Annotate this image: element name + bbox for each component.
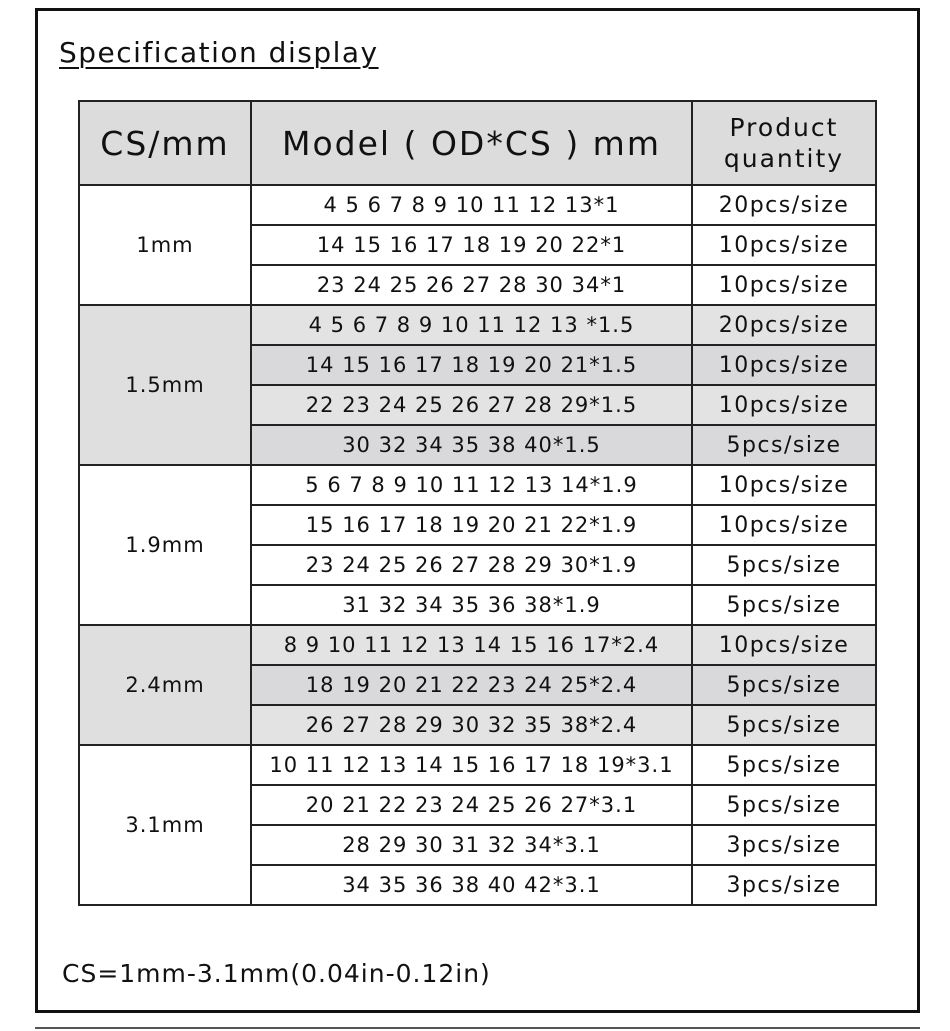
header-quantity-line1: Product <box>729 113 839 142</box>
cs-group-0 <box>79 185 876 305</box>
quantity-cell: 3pcs/size <box>692 825 876 865</box>
table-row <box>79 745 876 785</box>
quantity-cell: 5pcs/size <box>692 705 876 745</box>
quantity-cell: 5pcs/size <box>692 665 876 705</box>
table-row <box>79 305 876 345</box>
model-sizes-cell: 23 24 25 26 27 28 29 30*1.9 <box>251 545 692 585</box>
model-sizes-cell: 10 11 12 13 14 15 16 17 18 19*3.1 <box>251 745 692 785</box>
model-sizes-cell: 31 32 34 35 36 38*1.9 <box>251 585 692 625</box>
cs-group-4 <box>79 745 876 905</box>
spec-frame <box>35 8 920 1013</box>
model-sizes-cell: 8 9 10 11 12 13 14 15 16 17*2.4 <box>251 625 692 665</box>
cs-group-2 <box>79 465 876 625</box>
table-row <box>79 465 876 505</box>
page-title: Specification display <box>59 36 379 69</box>
cs-size-cell: 1mm <box>79 185 251 305</box>
model-sizes-cell: 5 6 7 8 9 10 11 12 13 14*1.9 <box>251 465 692 505</box>
quantity-cell: 10pcs/size <box>692 625 876 665</box>
spec-table <box>78 100 877 906</box>
cs-size-cell: 1.5mm <box>79 305 251 465</box>
cs-range-note: CS=1mm-3.1mm(0.04in-0.12in) <box>62 959 491 988</box>
model-sizes-cell: 14 15 16 17 18 19 20 21*1.5 <box>251 345 692 385</box>
table-header-row <box>79 101 876 185</box>
model-sizes-cell: 22 23 24 25 26 27 28 29*1.5 <box>251 385 692 425</box>
quantity-cell: 10pcs/size <box>692 465 876 505</box>
quantity-cell: 3pcs/size <box>692 865 876 905</box>
quantity-cell: 5pcs/size <box>692 425 876 465</box>
quantity-cell: 10pcs/size <box>692 265 876 305</box>
model-sizes-cell: 4 5 6 7 8 9 10 11 12 13 *1.5 <box>251 305 692 345</box>
quantity-cell: 10pcs/size <box>692 505 876 545</box>
quantity-cell: 10pcs/size <box>692 225 876 265</box>
model-sizes-cell: 18 19 20 21 22 23 24 25*2.4 <box>251 665 692 705</box>
model-sizes-cell: 15 16 17 18 19 20 21 22*1.9 <box>251 505 692 545</box>
model-sizes-cell: 34 35 36 38 40 42*3.1 <box>251 865 692 905</box>
cs-size-cell: 1.9mm <box>79 465 251 625</box>
cs-group-3 <box>79 625 876 745</box>
model-sizes-cell: 14 15 16 17 18 19 20 22*1 <box>251 225 692 265</box>
quantity-cell: 5pcs/size <box>692 585 876 625</box>
table-row <box>79 625 876 665</box>
quantity-cell: 20pcs/size <box>692 185 876 225</box>
header-model: Model ( OD*CS ) mm <box>251 101 692 185</box>
quantity-cell: 5pcs/size <box>692 545 876 585</box>
model-sizes-cell: 20 21 22 23 24 25 26 27*3.1 <box>251 785 692 825</box>
quantity-cell: 5pcs/size <box>692 785 876 825</box>
header-cs: CS/mm <box>79 101 251 185</box>
divider <box>35 1027 920 1029</box>
cs-size-cell: 3.1mm <box>79 745 251 905</box>
header-quantity-line2: quantity <box>723 144 845 173</box>
header-quantity <box>692 101 876 185</box>
quantity-cell: 10pcs/size <box>692 385 876 425</box>
model-sizes-cell: 4 5 6 7 8 9 10 11 12 13*1 <box>251 185 692 225</box>
table-row <box>79 185 876 225</box>
cs-size-cell: 2.4mm <box>79 625 251 745</box>
quantity-cell: 5pcs/size <box>692 745 876 785</box>
model-sizes-cell: 23 24 25 26 27 28 30 34*1 <box>251 265 692 305</box>
quantity-cell: 10pcs/size <box>692 345 876 385</box>
model-sizes-cell: 30 32 34 35 38 40*1.5 <box>251 425 692 465</box>
model-sizes-cell: 28 29 30 31 32 34*3.1 <box>251 825 692 865</box>
model-sizes-cell: 26 27 28 29 30 32 35 38*2.4 <box>251 705 692 745</box>
quantity-cell: 20pcs/size <box>692 305 876 345</box>
cs-group-1 <box>79 305 876 465</box>
